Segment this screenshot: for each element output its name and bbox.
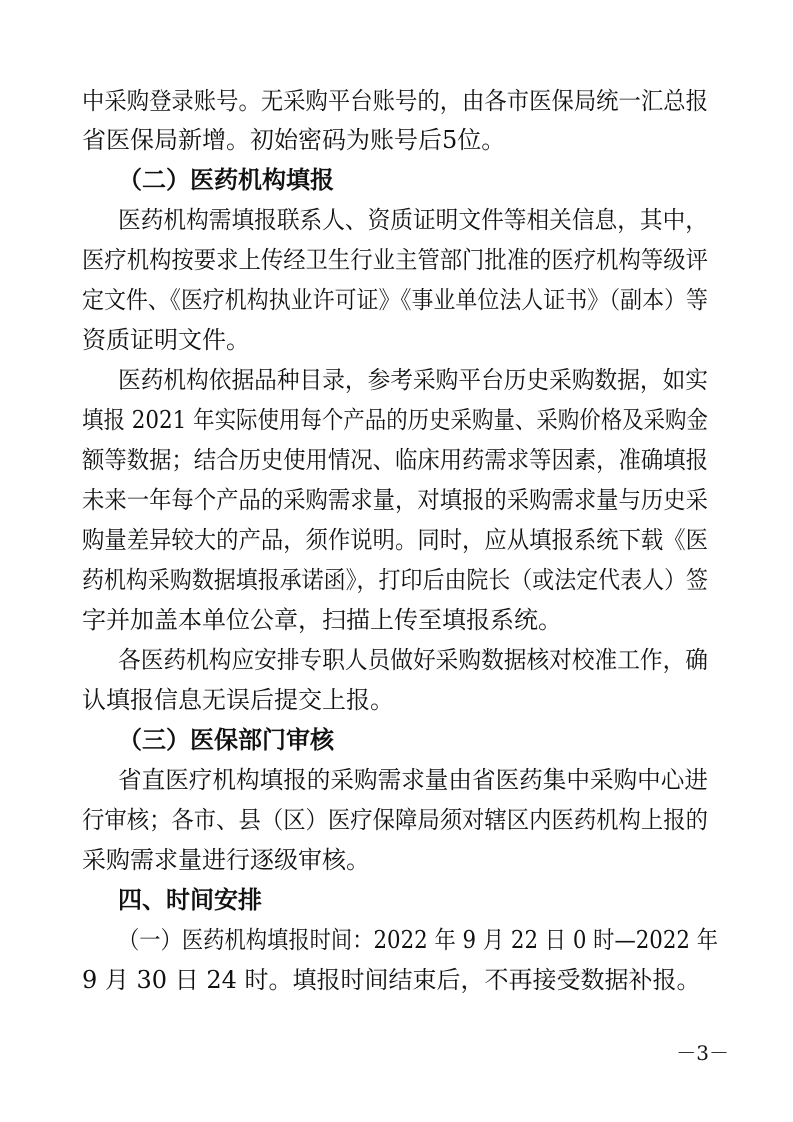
paragraph-line xyxy=(82,81,708,121)
paragraph-line xyxy=(118,360,708,400)
paragraph-line xyxy=(82,280,708,320)
paragraph-line xyxy=(118,920,718,960)
paragraph-line xyxy=(82,840,582,880)
text-line: 9 月 30 日 24 时。填报时间结束后，不再接受数据补报。 xyxy=(82,966,701,994)
paragraph-line xyxy=(82,600,682,640)
text-line: 采购需求量进行逐级审核。 xyxy=(82,846,370,874)
paragraph-line xyxy=(82,560,708,600)
paragraph-line xyxy=(82,480,708,520)
paragraph-line xyxy=(82,440,708,480)
paragraph-line xyxy=(82,520,708,560)
text-line: 医疗机构按要求上传经卫生行业主管部门批准的医疗机构等级评 xyxy=(82,246,708,274)
paragraph-line xyxy=(118,200,708,240)
paragraph-line xyxy=(82,800,708,840)
text-line: 省医保局新增。初始密码为账号后5位。 xyxy=(82,126,506,154)
paragraph-line xyxy=(82,680,582,720)
page-number: －3－ xyxy=(676,1041,729,1065)
text-line: （一）医药机构填报时间：2022 年 9 月 22 日 0 时—2022 年 xyxy=(118,926,718,954)
paragraph-line xyxy=(82,120,682,160)
text-line: 资质证明文件。 xyxy=(82,326,250,354)
text-line: 认填报信息无误后提交上报。 xyxy=(82,686,394,714)
paragraph-line xyxy=(118,760,708,800)
text-line: 行审核；各市、县（区）医疗保障局须对辖区内医药机构上报的 xyxy=(82,806,708,834)
text-line: 额等数据；结合历史使用情况、临床用药需求等因素，准确填报 xyxy=(82,446,708,474)
heading-text: 四、时间安排 xyxy=(118,886,262,914)
paragraph-line xyxy=(82,960,708,1000)
text-line: 未来一年每个产品的采购需求量，对填报的采购需求量与历史采 xyxy=(82,486,708,514)
text-line: 定文件、《医疗机构执业许可证》《事业单位法人证书》（副本）等 xyxy=(82,286,708,314)
paragraph-line xyxy=(82,400,708,440)
section-heading-4 xyxy=(118,880,518,920)
section-heading-2 xyxy=(118,160,518,200)
text-line: 填报 2021 年实际使用每个产品的历史采购量、采购价格及采购金 xyxy=(82,406,708,434)
text-line: 各医药机构应安排专职人员做好采购数据核对校准工作，确 xyxy=(118,646,708,674)
text-line: 药机构采购数据填报承诺函》，打印后由院长（或法定代表人）签 xyxy=(82,566,708,594)
text-line: 中采购登录账号。无采购平台账号的，由各市医保局统一汇总报 xyxy=(82,87,708,115)
section-heading-3 xyxy=(118,720,518,760)
text-line: 省直医疗机构填报的采购需求量由省医药集中采购中心进 xyxy=(118,766,708,794)
text-line: 字并加盖本单位公章，扫描上传至填报系统。 xyxy=(82,606,562,634)
text-line: 医药机构需填报联系人、资质证明文件等相关信息，其中， xyxy=(118,206,708,234)
heading-text: （三）医保部门审核 xyxy=(118,726,334,754)
paragraph-line xyxy=(82,320,482,360)
text-line: 医药机构依据品种目录，参考采购平台历史采购数据，如实 xyxy=(118,366,708,394)
paragraph-line xyxy=(82,240,708,280)
paragraph-line xyxy=(118,640,708,680)
heading-text: （二）医药机构填报 xyxy=(118,166,334,194)
text-line: 购量差异较大的产品，须作说明。同时，应从填报系统下载《医 xyxy=(82,526,708,554)
